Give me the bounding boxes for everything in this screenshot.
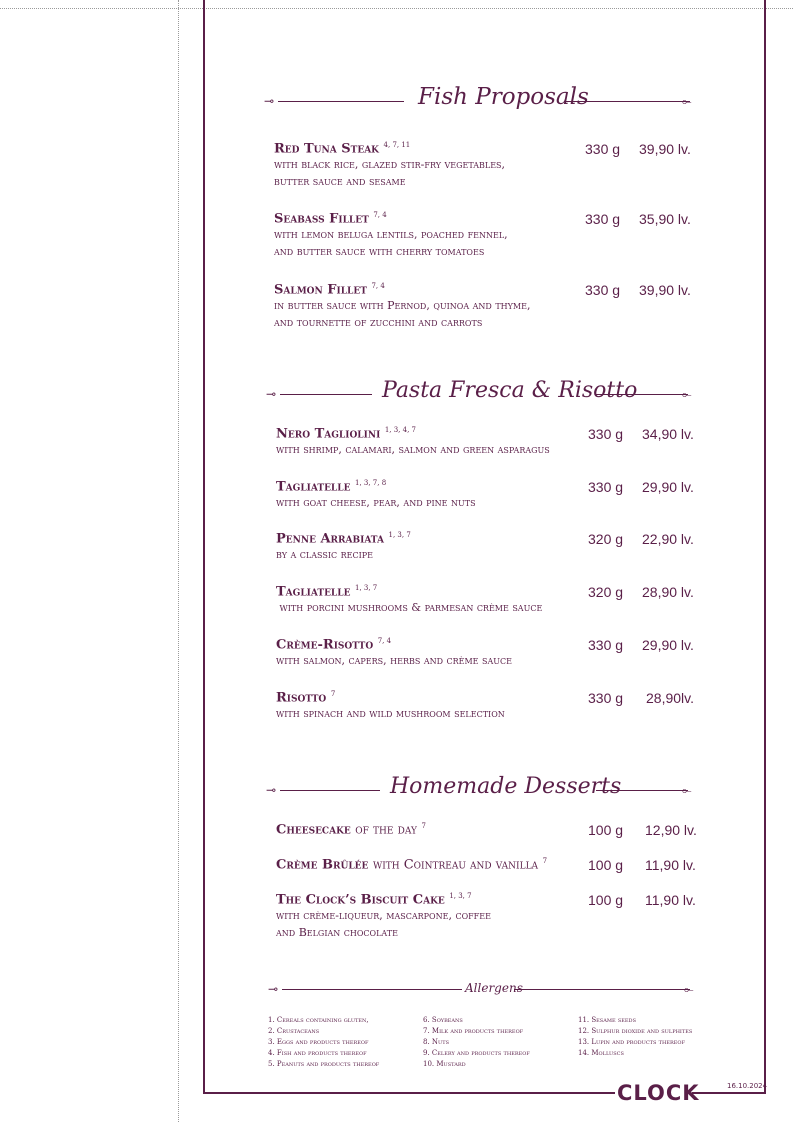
allergen-item: 11. Sesame seeds [578, 1016, 636, 1024]
item-weight: 330 g [585, 282, 621, 298]
allergen-item: 14. Molluscs [578, 1049, 624, 1057]
item-description: with crème-liqueur, mascarpone, coffee [276, 909, 491, 923]
item-weight: 100 g [588, 892, 624, 908]
item-weight: 330 g [588, 690, 624, 706]
allergen-item: 9. Celery and products thereof [423, 1049, 530, 1057]
menu-item [276, 857, 547, 872]
menu-date: 16.10.2024 [727, 1082, 768, 1090]
item-weight: 320 g [588, 531, 624, 547]
item-allergens: 7 [421, 822, 426, 830]
allergen-item: 4. Fish and products thereof [268, 1049, 367, 1057]
item-weight: 330 g [588, 479, 624, 495]
section-title-fish: Fish Proposals [418, 84, 589, 110]
menu-item [274, 211, 508, 260]
allergen-item: 12. Sulphur dioxide and sulphites [578, 1027, 693, 1035]
menu-item [276, 584, 542, 616]
menu-item [274, 141, 505, 190]
menu-item [276, 892, 491, 941]
ornament-right-icon: ⟜ [682, 94, 692, 108]
menu-item [276, 690, 505, 722]
item-name: Penne Arrabiata [276, 531, 384, 547]
item-price: 22,90 lv. [642, 531, 694, 547]
item-description: by a classic recipe [276, 548, 373, 562]
item-weight: 330 g [585, 141, 621, 157]
item-weight: 320 g [588, 584, 624, 600]
allergen-item: 1. Cereals containing gluten, [268, 1016, 369, 1024]
item-price: 39,90 lv. [639, 141, 691, 157]
item-description: with shrimp, calamari, salmon and green asparagus [276, 443, 550, 457]
section-title-desserts: Homemade Desserts [390, 774, 622, 799]
item-price: 11,90 lv. [645, 892, 696, 908]
item-name: Red Tuna Steak [274, 141, 380, 157]
menu-item [276, 479, 476, 511]
allergen-item: 7. Milk and products thereof [423, 1027, 524, 1035]
item-price: 12,90 lv. [645, 822, 697, 838]
menu-item [276, 426, 550, 458]
item-price: 28,90 lv. [642, 584, 694, 600]
item-price: 35,90 lv. [639, 211, 691, 227]
item-allergens: 1, 3, 7 [354, 584, 378, 592]
ornament-left-icon: ⊸ [266, 783, 277, 797]
item-description: and Belgian chocolate [276, 926, 398, 940]
guide-line-top [0, 8, 793, 9]
item-weight: 100 g [588, 857, 624, 873]
item-name: Crème Brûlée [276, 857, 369, 873]
frame-border-left [203, 0, 205, 1094]
item-description: with salmon, capers, herbs and crème sauce [276, 654, 512, 668]
item-name: Tagliatelle [276, 479, 351, 495]
ornament-left-icon: ⊸ [268, 982, 279, 996]
item-price: 28,90lv. [646, 690, 694, 706]
ornament-right-icon: ⟜ [682, 387, 692, 401]
item-allergens: 1, 3, 7 [388, 531, 411, 539]
frame-border-right [764, 0, 766, 1094]
item-name: Tagliatelle [276, 584, 351, 600]
item-description: and butter sauce with cherry tomatoes [274, 245, 485, 259]
menu-item [276, 637, 512, 669]
item-description: with porcini mushrooms & parmesan crème sauce [276, 601, 543, 615]
allergen-item: 8. Nuts [423, 1038, 450, 1046]
item-description: with goat cheese, pear, and pine nuts [276, 496, 476, 510]
item-name: Salmon Fillet [274, 282, 367, 298]
section-title-pasta: Pasta Fresca & Risotto [382, 378, 638, 403]
item-description: with lemon beluga lentils, poached fennel, [274, 228, 508, 242]
item-allergens: 1, 3, 4, 7 [384, 426, 416, 434]
frame-border-bottom [203, 1092, 615, 1094]
item-name: The Clock’s Biscuit Cake [276, 892, 445, 908]
allergen-item: 13. Lupin and products thereof [578, 1038, 685, 1046]
allergens-title: Allergens [465, 981, 523, 995]
allergens-column-3 [578, 1015, 692, 1059]
ornament-right-icon: ⟜ [682, 783, 692, 797]
allergen-item: 10. Mustard [423, 1060, 466, 1068]
item-name: Seabass Fillet [274, 211, 369, 227]
menu-item [276, 531, 411, 563]
allergens-column-1 [268, 1015, 379, 1070]
item-description: in butter sauce with Pernod, quinoa and thyme, [274, 299, 531, 313]
item-price: 11,90 lv. [645, 857, 696, 873]
item-price: 34,90 lv. [642, 426, 694, 442]
ornament-left-icon: ⊸ [266, 387, 277, 401]
allergen-item: 3. Eggs and products thereof [268, 1038, 369, 1046]
item-allergens: 7, 4 [377, 637, 392, 645]
allergen-item: 5. Peanuts and products thereof [268, 1060, 380, 1068]
item-name: Nero Tagliolini [276, 426, 381, 442]
item-allergens: 7 [542, 857, 548, 865]
item-name: Crème-Risotto [276, 637, 374, 653]
item-allergens: 1, 3, 7, 8 [354, 479, 387, 487]
item-name-suffix: with Cointreau and vanilla [372, 857, 539, 873]
item-price: 29,90 lv. [642, 479, 694, 495]
item-allergens: 7, 4 [373, 211, 387, 219]
allergens-column-2 [423, 1015, 530, 1070]
menu-item [274, 282, 530, 331]
allergen-item: 2. Crustaceans [268, 1027, 320, 1035]
ornament-right-icon: ⟜ [684, 982, 694, 996]
ornament-left-icon: ⊸ [264, 94, 275, 108]
item-allergens: 1, 3, 7 [449, 892, 472, 900]
item-description: butter sauce and sesame [274, 175, 406, 189]
item-allergens: 7, 4 [371, 282, 385, 290]
frame-border-bottom-right [692, 1092, 766, 1094]
allergen-item: 6. Soybeans [423, 1016, 463, 1024]
menu-item [276, 822, 426, 837]
item-price: 39,90 lv. [639, 282, 691, 298]
item-name-suffix: of the day [355, 822, 417, 838]
item-allergens: 4, 7, 11 [383, 141, 411, 149]
item-weight: 330 g [588, 637, 624, 653]
item-price: 29,90 lv. [642, 637, 694, 653]
item-description: with black rice, glazed stir-fry vegetables, [274, 158, 506, 172]
item-name: Risotto [276, 690, 327, 706]
item-weight: 100 g [588, 822, 624, 838]
item-description: with spinach and wild mushroom selection [276, 707, 505, 721]
clock-logo: CLOCK [617, 1081, 700, 1105]
item-description: and tournette of zucchini and carrots [274, 316, 483, 330]
item-weight: 330 g [588, 426, 624, 442]
item-name: Cheesecake [276, 822, 351, 838]
item-weight: 330 g [585, 211, 621, 227]
item-allergens: 7 [330, 690, 336, 698]
guide-line-left [178, 0, 179, 1122]
